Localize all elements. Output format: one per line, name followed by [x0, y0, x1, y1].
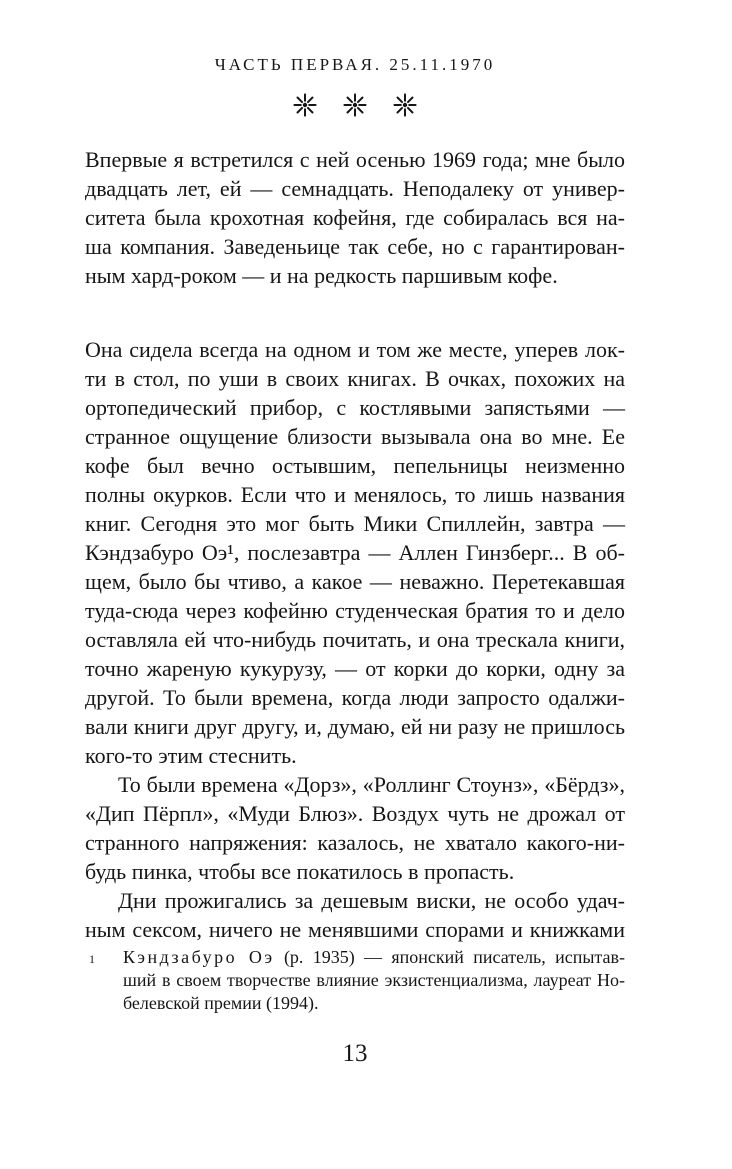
text-line: ситета была крохотная кофейня, где собиралась вся на- [85, 205, 625, 230]
text-line: странное ощущение близости вызывала она во мне. Ее [85, 424, 625, 449]
page-number: 13 [342, 1040, 368, 1067]
text-line: ша компания. Заведеньице так себе, но с гарантирован- [85, 234, 625, 259]
text-line: книг. Сегодня это мог быть Мики Спиллейн, завтра — [85, 511, 625, 536]
eight-spoked-asterisk-icon [293, 93, 317, 117]
text-line: Она сидела всегда на одном и том же месте, уперев лок- [85, 337, 625, 362]
text-line: туда-сюда через кофейню студенческая братия то и дело [85, 598, 625, 623]
text-line: Кэндзабуро Оэ¹, послезавтра — Аллен Гинзберг... В об- [85, 540, 625, 565]
paragraph [85, 770, 625, 886]
text-line: ным сексом, ничего не менявшими спорами и книжками [85, 917, 625, 942]
eight-spoked-asterisk-icon [393, 93, 417, 117]
section-divider [85, 92, 625, 118]
body-text [85, 145, 625, 944]
text-line: кого-то этим стеснить. [85, 743, 297, 768]
footnote [85, 946, 625, 1015]
text-line: двадцать лет, ей — семнадцать. Неподалеку от универ- [85, 176, 625, 201]
footnote-author-name: Кэндзабуро Оэ [123, 947, 275, 967]
text-line: ным хард-роком — и на редкость паршивым кофе. [85, 263, 558, 288]
footnote-marker: 1 [89, 952, 95, 966]
text-line: полны окурков. Если что и менялось, то лишь названия [85, 482, 625, 507]
paragraph [85, 335, 625, 770]
eight-spoked-asterisk-icon [343, 93, 367, 117]
text-line: точно жареную кукурузу, — от корки до корки, одну за [85, 656, 625, 681]
footnote-line: белевской премии (1994). [123, 993, 319, 1013]
footnote-text [123, 946, 625, 1015]
text-line: щем, было бы чтиво, а какое — неважно. Перетекавшая [85, 569, 625, 594]
text-line: вали книги друг другу, и, думаю, ей ни разу не пришлось [85, 714, 625, 739]
text-line: другой. То были времена, когда люди запросто одалжи- [85, 685, 625, 710]
text-line: ти в стол, по уши в своих книгах. В очках, похожих на [85, 366, 625, 391]
paragraph [85, 145, 625, 290]
text-line: То были времена «Дорз», «Роллинг Стоунз», «Бёрдз», [118, 772, 625, 797]
text-line: Дни прожигались за дешевым виски, не особо удач- [118, 888, 625, 913]
text-line: будь пинка, чтобы все покатилось в пропасть. [85, 859, 515, 884]
text-line: Впервые я встретился с ней осенью 1969 года; мне было [85, 147, 625, 172]
text-line: кофе был вечно остывшим, пепельницы неизменно [85, 453, 625, 478]
text-line: «Дип Пёрпл», «Муди Блюз». Воздух чуть не дрожал от [85, 801, 625, 826]
text-line: странного напряжения: казалось, не хватало какого-ни- [85, 830, 625, 855]
text-line: оставляла ей что-нибудь почитать, и она трескала книги, [85, 627, 625, 652]
text-line: ортопедический прибор, с костлявыми запястьями — [85, 395, 625, 420]
footnote-line: Кэндзабуро Оэ (р. 1935) — японский писатель, испытав- [123, 947, 625, 967]
paragraph [85, 886, 625, 944]
footnote-line: ший в своем творчестве влияние экзистенциализма, лауреат Но- [123, 970, 625, 990]
running-head: ЧАСТЬ ПЕРВАЯ. 25.11.1970 [214, 55, 496, 74]
